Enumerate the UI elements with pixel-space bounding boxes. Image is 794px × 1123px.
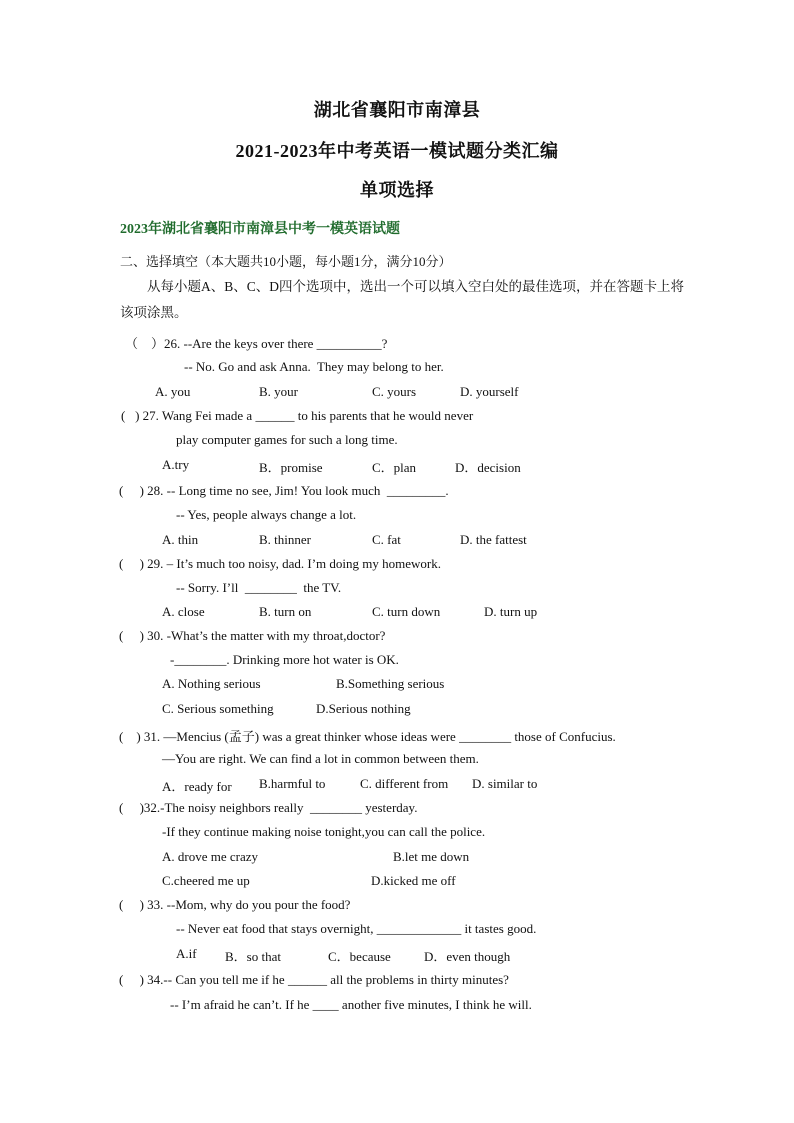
question-33-stem: ( ) 33. --Mom, why do you pour the food? xyxy=(119,897,351,912)
question-32-option-a: A. drove me crazy xyxy=(162,849,259,864)
title-section: 单项选择 xyxy=(360,180,434,200)
question-30-option-d: D.Serious nothing xyxy=(316,701,411,716)
question-26-option-c: C. yours xyxy=(372,384,417,399)
question-28-option-d: D. the fattest xyxy=(460,532,527,547)
question-27-option-d: D．decision xyxy=(455,460,521,475)
question-33-option-c: C．because xyxy=(328,949,391,964)
question-33-reply: -- Never eat food that stays overnight, _____________ it tastes good. xyxy=(176,921,537,936)
question-30-stem: ( ) 30. -What’s the matter with my throat,doctor? xyxy=(119,628,386,643)
question-26-option-a: A. you xyxy=(155,384,191,399)
question-31-option-b: B.harmful to xyxy=(259,776,326,791)
section-heading: 二、选择填空（本大题共10小题，每小题1分，满分10分） xyxy=(120,254,452,269)
question-26-option-b: B. your xyxy=(259,384,298,399)
question-33-option-b: B．so that xyxy=(225,949,281,964)
instructions: 从每小题A、B、C、D四个选项中，选出一个可以填入空白处的最佳选项，并在答题卡上将该项涂黑。 xyxy=(120,279,685,320)
question-33-option-d: D．even though xyxy=(424,949,511,964)
question-28-option-c: C. fat xyxy=(372,532,401,547)
question-29-option-c: C. turn down xyxy=(372,604,441,619)
question-28-option-b: B. thinner xyxy=(259,532,311,547)
question-27-option-b: B．promise xyxy=(259,460,323,475)
question-31-stem: ( ) 31. —Mencius (孟子) was a great thinker whose ideas were ________ those of Confucius. xyxy=(119,729,616,744)
question-30-reply: -________. Drinking more hot water is OK. xyxy=(170,652,399,667)
exam-subtitle: 2023年湖北省襄阳市南漳县中考一模英语试题 xyxy=(120,222,400,237)
question-29-option-b: B. turn on xyxy=(259,604,312,619)
title-province: 湖北省襄阳市南漳县 xyxy=(313,100,481,120)
question-29-reply: -- Sorry. I’ll ________ the TV. xyxy=(176,580,342,595)
question-32-option-b: B.let me down xyxy=(393,849,470,864)
question-27-stem: ( ) 27. Wang Fei made a ______ to his parents that he would never xyxy=(121,408,474,423)
question-30-option-b: B.Something serious xyxy=(336,676,445,691)
question-31-option-c: C. different from xyxy=(360,776,449,791)
question-31-option-a: A．ready for xyxy=(162,779,232,794)
question-29-option-d: D. turn up xyxy=(484,604,538,619)
question-27-option-c: C．plan xyxy=(372,460,417,475)
question-29-option-a: A. close xyxy=(162,604,205,619)
question-32-option-c: C.cheered me up xyxy=(162,873,250,888)
question-27-option-a: A.try xyxy=(162,457,190,472)
question-31-reply: —You are right. We can find a lot in common between them. xyxy=(162,751,479,766)
question-28-reply: -- Yes, people always change a lot. xyxy=(176,507,357,522)
question-28-stem: ( ) 28. -- Long time no see, Jim! You look much _________. xyxy=(119,483,449,498)
question-29-stem: ( ) 29. – It’s much too noisy, dad. I’m doing my homework. xyxy=(119,556,441,571)
question-32-stem: ( )32.-The noisy neighbors really ________ yesterday. xyxy=(119,800,418,815)
question-30-option-a: A. Nothing serious xyxy=(162,676,261,691)
question-34-reply: -- I’m afraid he can’t. If he ____ another five minutes, I think he will. xyxy=(170,997,532,1012)
question-32-option-d: D.kicked me off xyxy=(371,873,456,888)
question-27-reply: play computer games for such a long time. xyxy=(176,432,398,447)
question-30-option-c: C. Serious something xyxy=(162,701,274,716)
question-28-option-a: A. thin xyxy=(162,532,199,547)
question-33-option-a: A.if xyxy=(176,946,197,961)
question-31-option-d: D. similar to xyxy=(472,776,538,791)
question-34-stem: ( ) 34.-- Can you tell me if he ______ all the problems in thirty minutes? xyxy=(119,972,509,987)
question-26-option-d: D. yourself xyxy=(460,384,519,399)
question-26-reply: -- No. Go and ask Anna. They may belong to her. xyxy=(184,359,444,374)
title-collection: 2021-2023年中考英语一模试题分类汇编 xyxy=(235,141,559,161)
question-26-stem: （ ）26. --Are the keys over there __________? xyxy=(125,336,388,351)
question-32-reply: -If they continue making noise tonight,you can call the police. xyxy=(162,824,486,839)
